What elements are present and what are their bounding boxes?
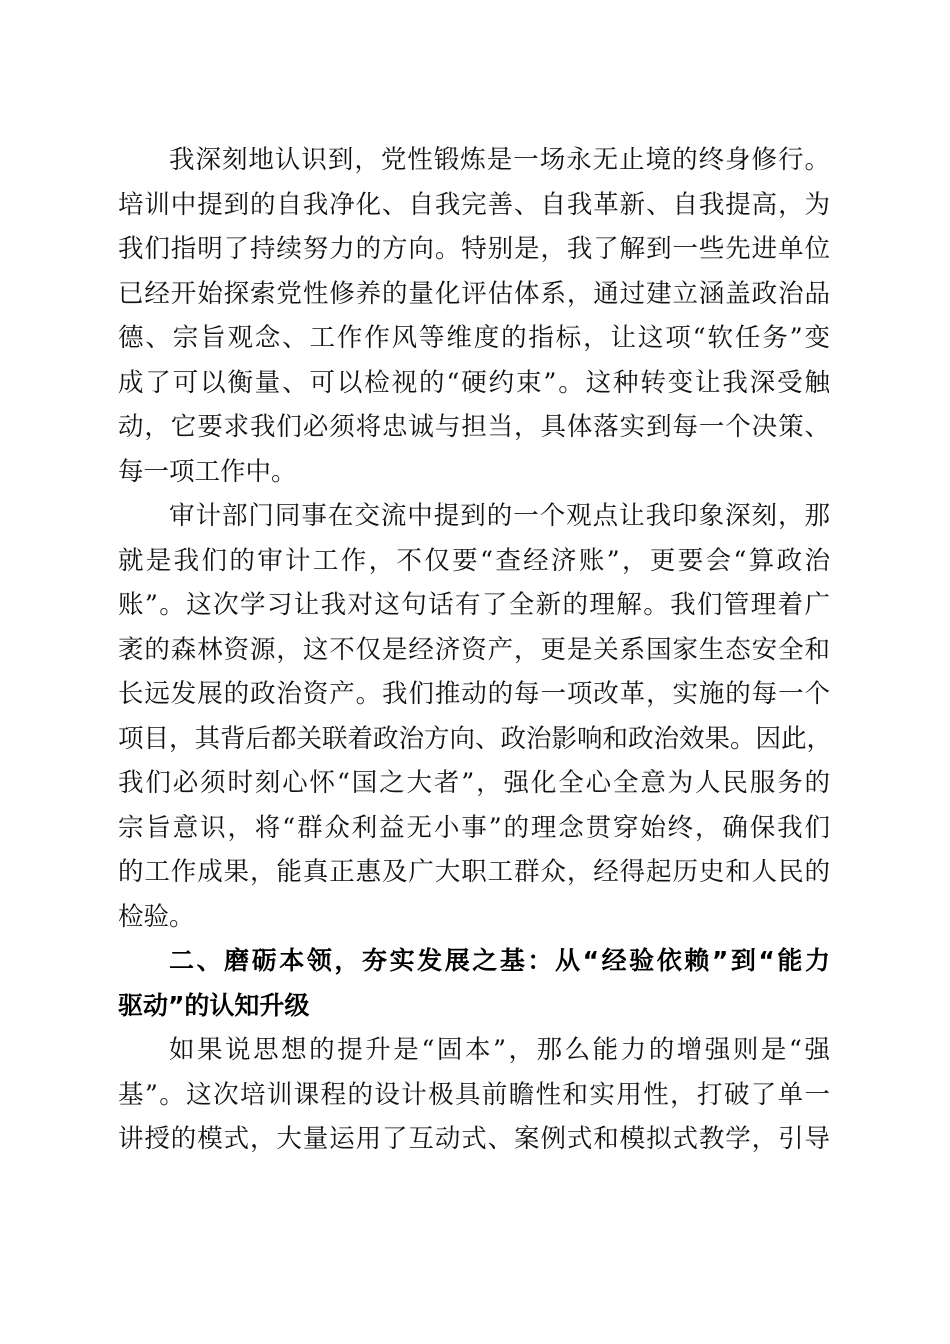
text-line: 讲授的模式，大量运用了互动式、案例式和模拟式教学，引导 (118, 1124, 830, 1154)
text-line: 的工作成果，能真正惠及广大职工群众，经得起历史和人民的 (118, 857, 830, 887)
text-line: 已经开始探索党性修养的量化评估体系，通过建立涵盖政治品 (118, 278, 830, 309)
paragraph-ability (118, 1028, 830, 1162)
text-line: 项目，其背后都关联着政治方向、政治影响和政治效果。因此， (118, 723, 833, 754)
text-line: 长远发展的政治资产。我们推动的每一项改革，实施的每一个 (118, 679, 830, 709)
heading-line: 二、磨砺本领，夯实发展之基：从“经验依赖”到“能力 (169, 946, 830, 975)
text-line: 我们必须时刻心怀“国之大者”，强化全心全意为人民服务的 (118, 768, 830, 798)
text-line: 宗旨意识，将“群众利益无小事”的理念贯穿始终，确保我们 (118, 812, 830, 843)
text-line: 动，它要求我们必须将忠诚与担当，具体落实到每一个决策、 (118, 412, 830, 442)
text-line: 每一项工作中。 (118, 456, 297, 487)
document-body (118, 138, 833, 1162)
paragraph-audit-politics (118, 494, 833, 939)
text-line: 检验。 (118, 901, 195, 932)
text-line: 袤的森林资源，这不仅是经济资产，更是关系国家生态安全和 (118, 634, 830, 665)
text-line: 如果说思想的提升是“固本”，那么能力的增强则是“强 (169, 1035, 830, 1065)
text-line: 成了可以衡量、可以检视的“硬约束”。这种转变让我深受触 (118, 367, 830, 398)
text-line: 我们指明了持续努力的方向。特别是，我了解到一些先进单位 (118, 234, 830, 264)
section-heading (118, 939, 830, 1028)
text-line: 我深刻地认识到，党性锻炼是一场永无止境的终身修行。 (169, 145, 830, 175)
text-line: 基”。这次培训课程的设计极具前瞻性和实用性，打破了单一 (118, 1079, 830, 1110)
text-line: 账”。这次学习让我对这句话有了全新的理解。我们管理着广 (118, 590, 830, 620)
paragraph-party-spirit (118, 138, 830, 494)
heading-line: 驱动”的认知升级 (118, 990, 310, 1020)
text-line: 审计部门同事在交流中提到的一个观点让我印象深刻，那 (169, 501, 830, 531)
text-line: 德、宗旨观念、工作作风等维度的指标，让这项“软任务”变 (118, 323, 830, 353)
text-line: 培训中提到的自我净化、自我完善、自我革新、自我提高，为 (118, 189, 830, 220)
text-line: 就是我们的审计工作，不仅要“查经济账”，更要会“算政治 (118, 545, 830, 576)
